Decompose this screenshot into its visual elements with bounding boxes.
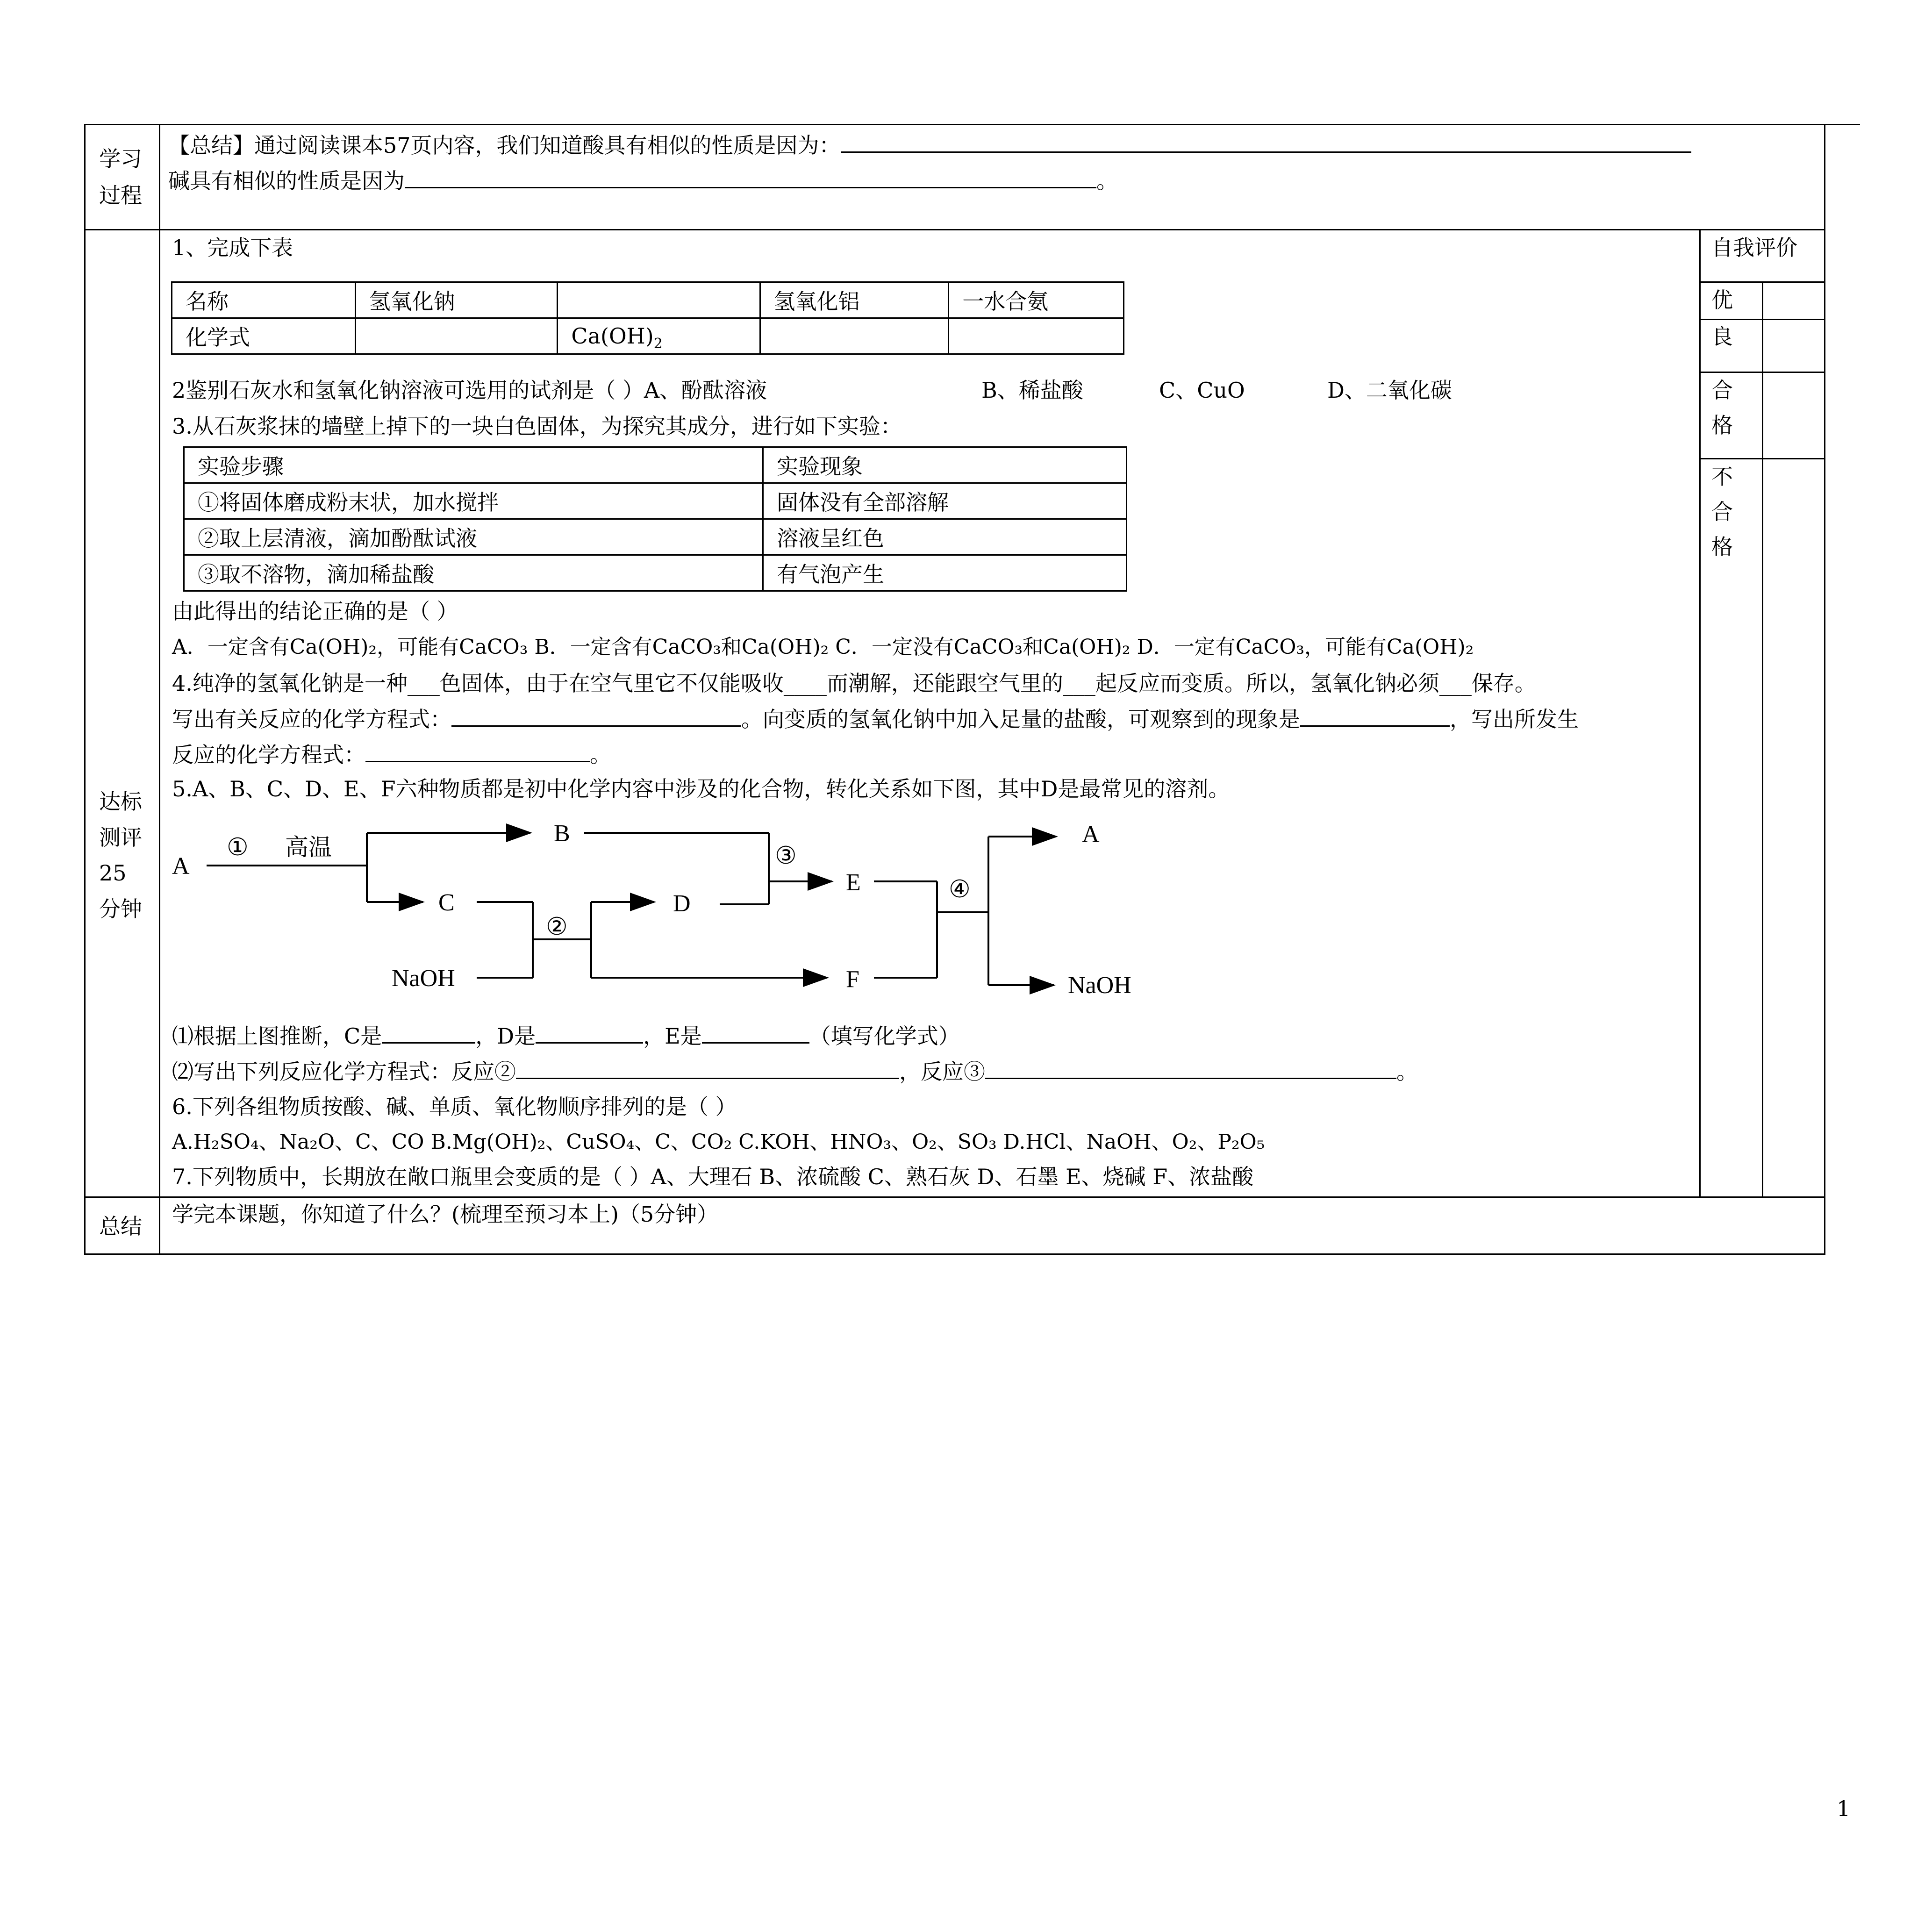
step-4: ④ <box>949 876 971 903</box>
self-eval-pass-1: 合 <box>1711 378 1733 403</box>
assess-label-3: 25 <box>99 860 127 886</box>
q2-stem: 2鉴别石灰水和氢氧化钠溶液可选用的试剂是（ ）A、酚酞溶液 <box>172 378 767 403</box>
table-cell: 氢氧化钠 <box>355 282 558 318</box>
answer-blank[interactable] <box>365 740 590 762</box>
summary-line-2: 碱具有相似的性质是因为 。 <box>168 166 1118 195</box>
q6-options: A.H₂SO₄、Na₂O、C、CO B.Mg(OH)₂、CuSO₄、C、CO₂ C.KOH、HNO₃、O₂、SO₃ D.HCl、NaOH、O₂、P₂O₅ <box>172 1130 1265 1154</box>
self-eval-title: 自我评价 <box>1711 235 1797 260</box>
answer-blank[interactable] <box>382 1022 475 1044</box>
self-eval-inner-divider <box>1762 281 1763 1196</box>
answer-blank[interactable] <box>536 1022 643 1044</box>
answer-blank[interactable] <box>451 705 741 727</box>
table-row <box>172 282 1124 318</box>
self-eval-fail-3: 格 <box>1711 534 1733 559</box>
answer-blank[interactable] <box>1300 705 1450 727</box>
answer-blank[interactable] <box>841 131 1691 153</box>
node-e: E <box>846 869 861 896</box>
table-cell[interactable] <box>355 318 558 354</box>
table-row <box>184 519 1127 555</box>
process-label-2: 过程 <box>99 183 142 208</box>
node-c: C <box>438 889 455 916</box>
node-naoh-in: NaOH <box>392 965 455 992</box>
row-divider-1 <box>84 229 1825 230</box>
table-cell: $Ca(OH)_2$ <box>558 318 760 354</box>
answer-blank[interactable] <box>516 1057 899 1079</box>
table-cell[interactable] <box>949 318 1124 354</box>
table-cell: 一水合氨 <box>949 282 1124 318</box>
q2-option-d: D、二氧化碳 <box>1327 378 1452 403</box>
table-cell: 化学式 <box>172 318 356 354</box>
table-row <box>184 483 1127 519</box>
table-row <box>184 447 1127 483</box>
answer-blank[interactable] <box>702 1022 809 1044</box>
table-row <box>172 318 1124 354</box>
summary-label: 总结 <box>99 1214 142 1239</box>
reaction-flow-diagram <box>168 809 1196 1005</box>
table-cell: 氢氧化铝 <box>760 282 949 318</box>
self-eval-good: 良 <box>1711 324 1733 349</box>
assess-label-1: 达标 <box>99 789 142 814</box>
row-divider-2 <box>84 1196 1825 1198</box>
step-2: ② <box>546 914 568 940</box>
q4-line-1: 4.纯净的氢氧化钠是一种___色固体，由于在空气里它不仅能吸收____而潮解，还能跟空气里的___起反应而变质。所以，氢氧化钠必须___保存。 <box>172 671 1536 696</box>
self-eval-column-divider <box>1699 229 1701 1196</box>
node-a-out: A <box>1082 821 1100 848</box>
step-1: ① <box>227 834 249 861</box>
self-eval-pass-2: 格 <box>1711 413 1733 438</box>
table-cell: 实验步骤 <box>184 447 763 483</box>
q4-line-3: 反应的化学方程式： 。 <box>172 740 611 769</box>
table-cell: ②取上层清液，滴加酚酞试液 <box>184 519 763 555</box>
q7-stem: 7.下列物质中，长期放在敞口瓶里会变质的是（ ）A、大理石 B、浓硫酸 C、熟石灰 D、石墨 E、烧碱 F、浓盐酸 <box>172 1164 1254 1189</box>
q5-sub-1: ⑴根据上图推断，C是 ，D是 ，E是 （填写化学式） <box>172 1022 960 1050</box>
q5-sub-2: ⑵写出下列反应化学方程式：反应② ，反应③ 。 <box>172 1057 1418 1086</box>
q3-table <box>183 446 1127 592</box>
process-label-1: 学习 <box>99 146 142 172</box>
table-cell[interactable] <box>760 318 949 354</box>
node-naoh-out: NaOH <box>1068 972 1131 999</box>
table-cell: 有气泡产生 <box>763 555 1127 591</box>
node-d: D <box>673 890 691 917</box>
self-eval-excellent: 优 <box>1711 287 1733 313</box>
q4-line-2: 写出有关反应的化学方程式： 。向变质的氢氧化钠中加入足量的盐酸，可观察到的现象是 ，写出所发生 <box>172 705 1579 733</box>
node-a: A <box>172 853 190 880</box>
q2-option-c: C、CuO <box>1159 378 1245 403</box>
answer-blank[interactable] <box>405 166 1096 188</box>
q3-options: A．一定含有Ca(OH)₂，可能有CaCO₃ B．一定含有CaCO₃和Ca(OH)₂ C．一定没有CaCO₃和Ca(OH)₂ D．一定有CaCO₃，可能有Ca(OH)₂ <box>172 635 1474 659</box>
step-3: ③ <box>775 843 797 869</box>
q2-option-b: B、稀盐酸 <box>981 378 1083 403</box>
q3-conclusion: 由此得出的结论正确的是（ ） <box>172 599 458 624</box>
self-eval-fail-1: 不 <box>1711 464 1733 489</box>
answer-blank[interactable] <box>985 1057 1396 1079</box>
summary-line-1: 【总结】通过阅读课本57页内容，我们知道酸具有相似的性质是因为： <box>168 131 1691 159</box>
q1-title: 1、完成下表 <box>172 235 293 260</box>
table-cell: 溶液呈红色 <box>763 519 1127 555</box>
q1-table <box>171 281 1124 355</box>
q6-stem: 6.下列各组物质按酸、碱、单质、氧化物顺序排列的是（ ） <box>172 1094 737 1119</box>
assess-label-4: 分钟 <box>99 896 142 922</box>
self-eval-fail-2: 合 <box>1711 499 1733 524</box>
q5-stem: 5.A、B、C、D、E、F六种物质都是初中化学内容中涉及的化合物，转化关系如下图，其中D是最常见的溶剂。 <box>172 776 1230 801</box>
node-b: B <box>554 820 570 847</box>
page-number: 1 <box>1837 1796 1851 1821</box>
condition-high-temp: 高温 <box>285 834 332 860</box>
table-cell: 名称 <box>172 282 356 318</box>
table-row <box>184 555 1127 591</box>
summary-text: 学完本课题，你知道了什么？(梳理至预习本上)（5分钟） <box>172 1202 719 1227</box>
table-cell: ①将固体磨成粉末状，加水搅拌 <box>184 483 763 519</box>
table-cell: ③取不溶物，滴加稀盐酸 <box>184 555 763 591</box>
assess-label-2: 测评 <box>99 825 142 850</box>
q3-stem: 3.从石灰浆抹的墙壁上掉下的一块白色固体，为探究其成分，进行如下实验： <box>172 414 902 439</box>
table-cell[interactable] <box>558 282 760 318</box>
table-cell: 固体没有全部溶解 <box>763 483 1127 519</box>
label-column-divider <box>159 124 160 1255</box>
node-f: F <box>846 966 859 993</box>
table-cell: 实验现象 <box>763 447 1127 483</box>
